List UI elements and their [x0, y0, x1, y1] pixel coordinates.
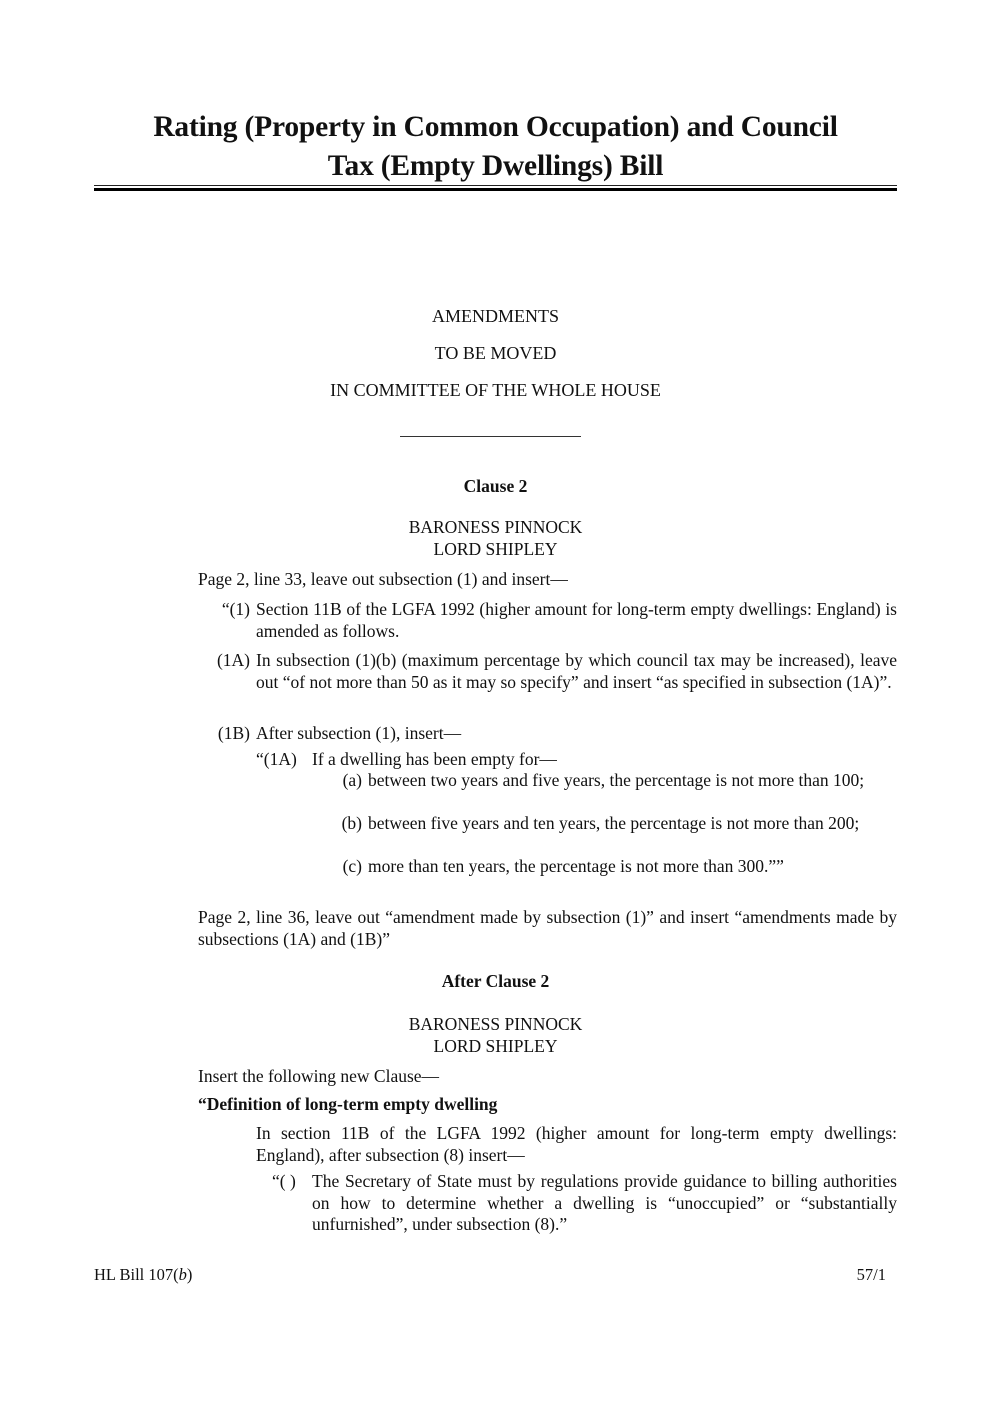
inserted-subsection-text: The Secretary of State must by regulations provide guidance to billing authorities on how to determine whether a dwelling is “unoccupied” or “substantially unfurnished”, under subsection (8).”	[312, 1171, 897, 1234]
subsection-text: Section 11B of the LGFA 1992 (higher amount for long-term empty dwellings: England) is amended as follows.	[256, 599, 897, 641]
amendment-1-intro: Page 2, line 33, leave out subsection (1) and insert—	[198, 569, 568, 589]
subsection-text: In subsection (1)(b) (maximum percentage by which council tax may be increased), leave out “of not more than 50 as it may so specify” and insert “as specified in subsection (1A)”.	[256, 650, 897, 692]
section-heading-clause-2: Clause 2	[463, 476, 528, 496]
title-rule-thick	[94, 188, 897, 191]
heading-to-be-moved: TO BE MOVED	[434, 343, 557, 363]
movers-after-clause-2	[94, 1014, 897, 1057]
bill-title	[94, 108, 897, 186]
paragraph-text: more than ten years, the percentage is not more than 300.””	[368, 856, 784, 876]
mover-name: LORD SHIPLEY	[433, 1035, 558, 1056]
amendment-2-text: Page 2, line 36, leave out “amendment made by subsection (1)” and insert “amendments made by subsections (1A) and (1B)”	[198, 907, 897, 949]
subsection-number: (1B)	[217, 723, 250, 743]
subsection-number: (1A)	[216, 650, 250, 670]
new-clause-title: “Definition of long-term empty dwelling	[198, 1094, 498, 1114]
subsection-text: After subsection (1), insert—	[256, 723, 462, 743]
paragraph-text: between two years and five years, the percentage is not more than 100;	[368, 770, 865, 790]
bill-title-line-1: Rating (Property in Common Occupation) and Council	[153, 111, 838, 143]
bill-reference-print: b	[178, 1265, 187, 1284]
inserted-subsection-number: “(1A)	[256, 749, 297, 769]
paragraph-number: (c)	[342, 856, 362, 876]
heading-committee: IN COMMITTEE OF THE WHOLE HOUSE	[330, 380, 661, 400]
paragraph-text: between five years and ten years, the percentage is not more than 200;	[368, 813, 860, 833]
title-rule-thin	[94, 185, 897, 186]
new-clause-body: In section 11B of the LGFA 1992 (higher amount for long-term empty dwellings: England), after subsection (8) insert—	[256, 1123, 897, 1165]
mover-name: BARONESS PINNOCK	[408, 1014, 583, 1034]
paragraph-number: (b)	[341, 813, 362, 833]
heading-amendments: AMENDMENTS	[431, 306, 559, 326]
bill-reference-suffix: )	[186, 1265, 193, 1284]
bill-reference	[94, 1265, 192, 1285]
movers-clause-2	[94, 517, 897, 560]
section-heading-after-clause-2: After Clause 2	[441, 971, 550, 991]
new-clause-intro: Insert the following new Clause—	[198, 1066, 440, 1086]
separator-line	[400, 436, 581, 437]
inserted-subsection-number: “( )	[272, 1171, 296, 1191]
page-reference: 57/1	[856, 1265, 886, 1284]
bill-title-line-2: Tax (Empty Dwellings) Bill	[327, 150, 664, 182]
bill-reference-prefix: HL Bill 107(	[94, 1265, 179, 1284]
subsection-number: “(1)	[221, 599, 250, 619]
mover-name: LORD SHIPLEY	[433, 538, 558, 559]
mover-name: BARONESS PINNOCK	[408, 517, 583, 537]
paragraph-number: (a)	[342, 770, 362, 790]
inserted-subsection-text: If a dwelling has been empty for—	[312, 749, 557, 769]
